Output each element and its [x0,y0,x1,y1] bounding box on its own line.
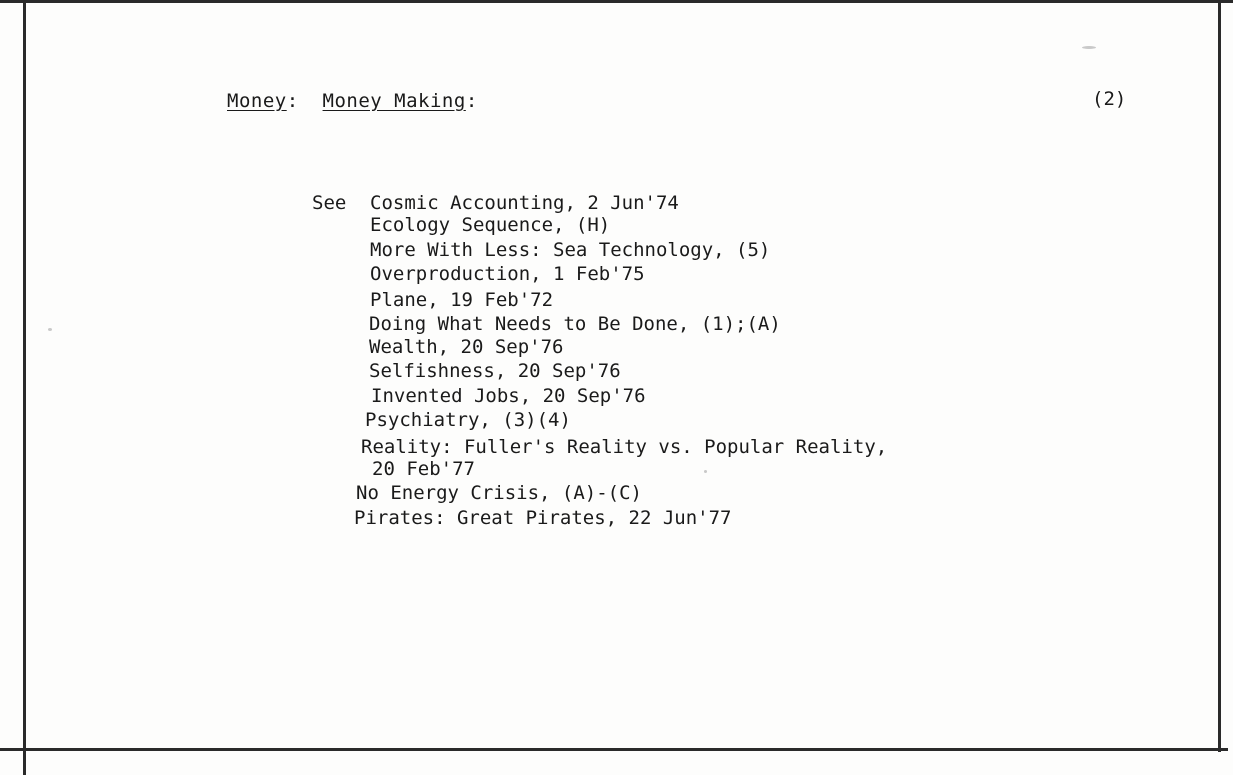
card-right-border [1218,0,1221,752]
cross-reference-entry: Selfishness, 20 Sep'76 [369,360,621,382]
see-label: See [312,192,347,214]
cross-reference-entry: Doing What Needs to Be Done, (1);(A) [369,313,781,335]
cross-reference-entry: 20 Feb'77 [372,458,475,480]
cross-reference-entry: Plane, 19 Feb'72 [370,289,554,311]
cross-reference-entry: Pirates: Great Pirates, 22 Jun'77 [354,507,732,529]
heading-topic: Money Making [322,90,466,112]
cross-reference-entry: Wealth, 20 Sep'76 [369,336,564,358]
cross-reference-entry: Ecology Sequence, (H) [370,214,611,236]
heading-separator: : [286,90,299,112]
card-bottom-border [0,748,1228,751]
scan-speck [48,328,52,331]
card-heading [227,90,478,112]
cross-reference-entry: Cosmic Accounting, 2 Jun'74 [370,192,679,214]
scan-speck [704,470,707,473]
cross-reference-entry: Overproduction, 1 Feb'75 [370,263,645,285]
page-number: (2) [1092,88,1127,110]
cross-reference-entry: Psychiatry, (3)(4) [365,409,571,431]
cross-reference-entry: More With Less: Sea Technology, (5) [370,239,771,261]
cross-reference-entry: No Energy Crisis, (A)-(C) [356,482,642,504]
heading-subject: Money [227,90,287,112]
card-left-border [23,0,26,775]
cross-reference-entry: Reality: Fuller's Reality vs. Popular Reality, [361,436,888,458]
card-top-border [0,0,1233,3]
heading-end: : [465,90,478,112]
scan-speck [1082,46,1096,49]
cross-reference-entry: Invented Jobs, 20 Sep'76 [371,385,646,407]
